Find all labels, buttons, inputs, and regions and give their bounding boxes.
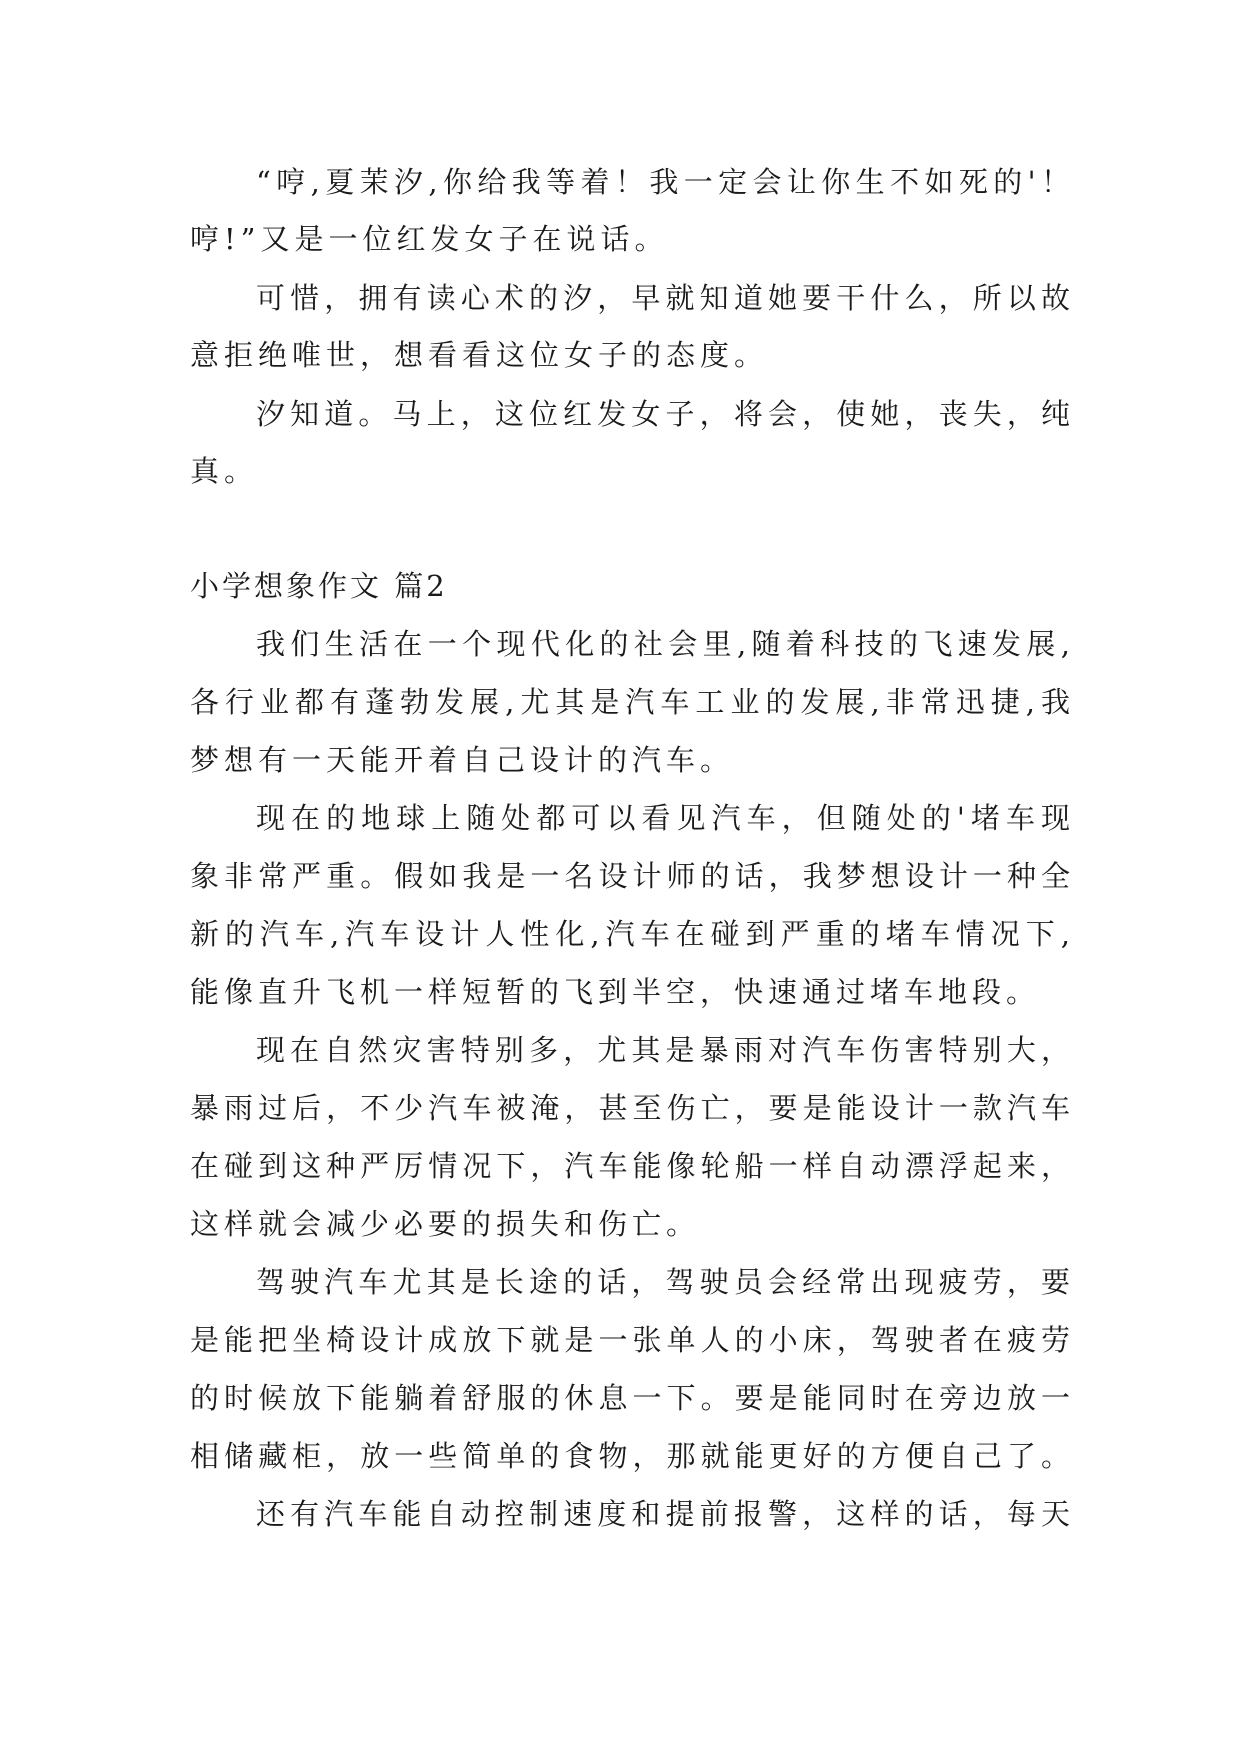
- paragraph-line: 我们生活在一个现代化的社会里,随着科技的飞速发展,: [256, 627, 1070, 661]
- paragraph-line: 意拒绝唯世，想看看这位女子的态度。: [190, 338, 769, 372]
- paragraph-line: 暴雨过后，不少汽车被淹，甚至伤亡，要是能设计一款汽车: [190, 1091, 1070, 1125]
- paragraph-line: 新的汽车,汽车设计人性化,汽车在碰到严重的堵车情况下,: [190, 917, 1070, 951]
- paragraph-line: 驾驶汽车尤其是长途的话，驾驶员会经常出现疲劳，要: [256, 1265, 1070, 1299]
- paragraph-line: 在碰到这种严厉情况下，汽车能像轮船一样自动漂浮起来，: [190, 1149, 1070, 1183]
- paragraph-line: “哼,夏茉汐,你给我等着！我一定会让你生不如死的'！: [256, 165, 1070, 199]
- paragraph-line: 汐知道。马上，这位红发女子，将会，使她，丧失，纯: [256, 397, 1070, 431]
- section-heading: 小学想象作文 篇2: [190, 569, 448, 603]
- paragraph-line: 这样就会减少必要的损失和伤亡。: [190, 1207, 701, 1241]
- paragraph-line: 各行业都有蓬勃发展,尤其是汽车工业的发展,非常迅捷,我: [190, 685, 1070, 719]
- paragraph-line: 还有汽车能自动控制速度和提前报警，这样的话，每天: [256, 1497, 1070, 1531]
- paragraph-line: 相储藏柜，放一些简单的食物，那就能更好的方便自己了。: [190, 1439, 1070, 1473]
- paragraph-line: 梦想有一天能开着自己设计的汽车。: [190, 743, 735, 777]
- paragraph-line: 能像直升飞机一样短暂的飞到半空，快速通过堵车地段。: [190, 975, 1041, 1009]
- paragraph-line: 现在自然灾害特别多，尤其是暴雨对汽车伤害特别大，: [256, 1033, 1070, 1067]
- paragraph-line: 哼!”又是一位红发女子在说话。: [190, 222, 669, 256]
- paragraph-line: 现在的地球上随处都可以看见汽车，但随处的'堵车现: [256, 801, 1070, 835]
- paragraph-line: 的时候放下能躺着舒服的休息一下。要是能同时在旁边放一: [190, 1381, 1070, 1415]
- paragraph-line: 真。: [190, 454, 259, 488]
- paragraph-line: 象非常严重。假如我是一名设计师的话，我梦想设计一种全: [190, 859, 1070, 893]
- paragraph-line: 可惜，拥有读心术的汐，早就知道她要干什么，所以故: [256, 281, 1070, 315]
- paragraph-line: 是能把坐椅设计成放下就是一张单人的小床，驾驶者在疲劳: [190, 1323, 1070, 1357]
